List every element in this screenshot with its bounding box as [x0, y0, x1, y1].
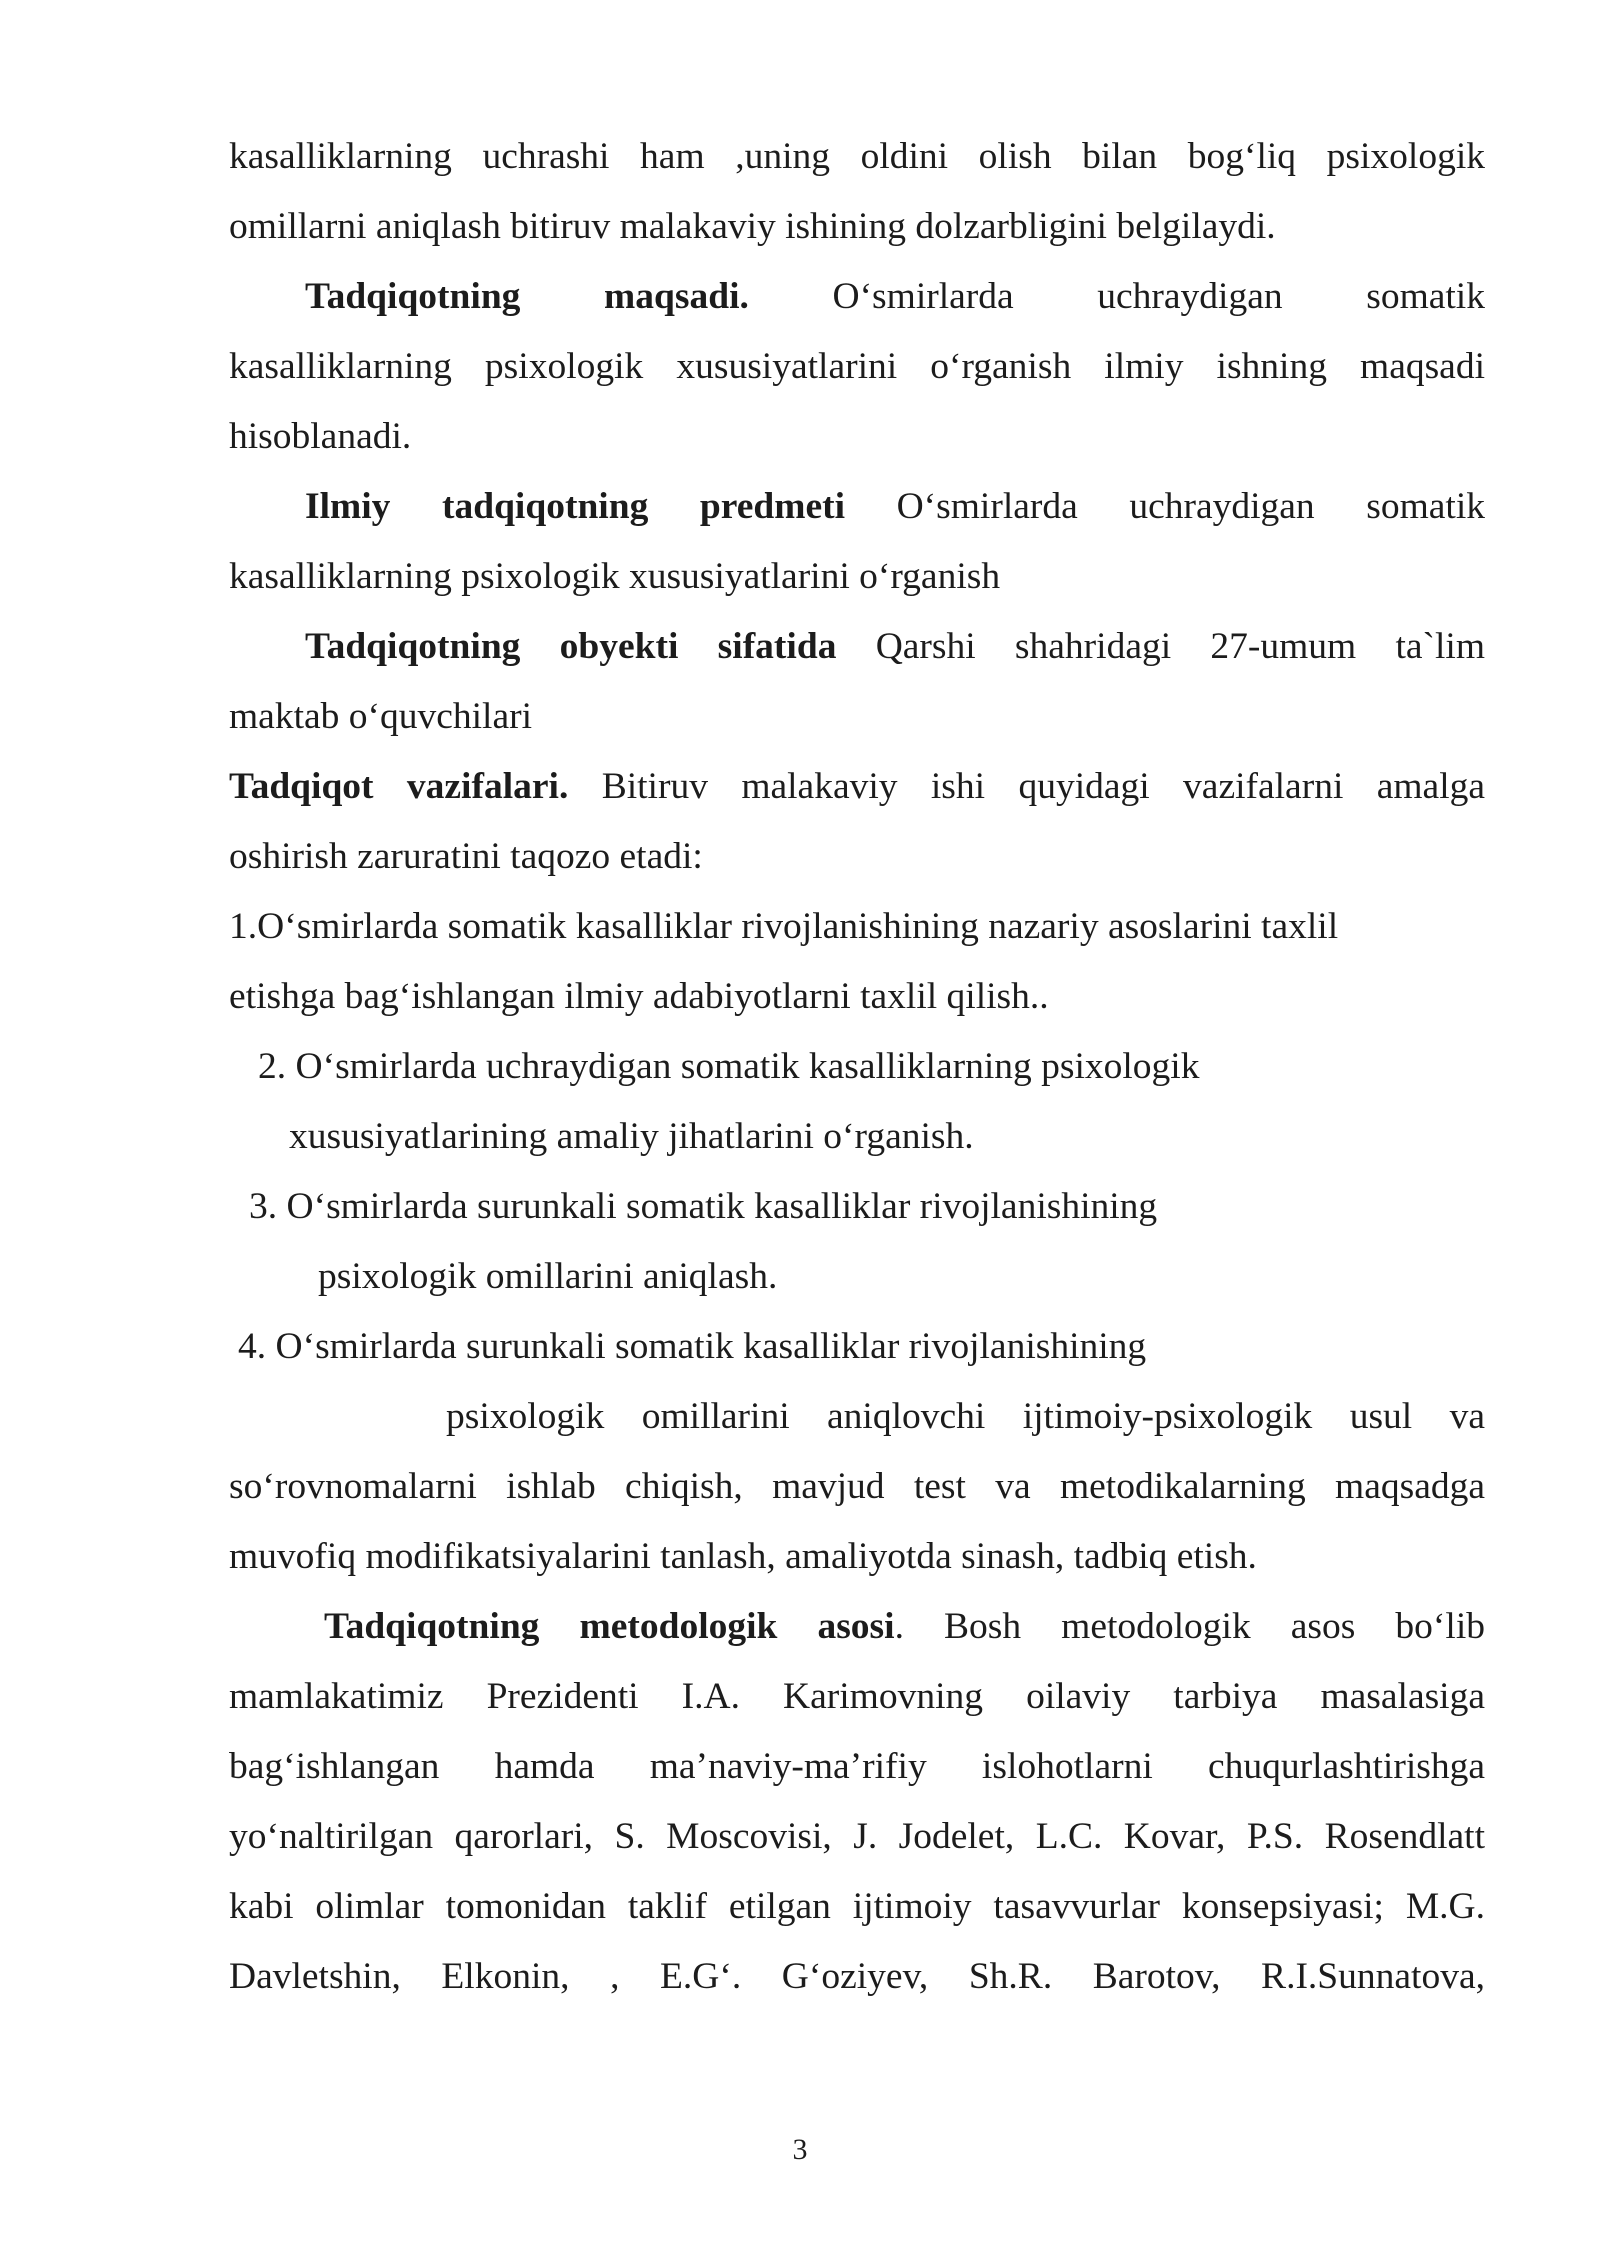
text-line: oshirish zaruratini taqozo etadi:	[229, 836, 703, 877]
list-item-continuation: etishga bag‘ishlangan ilmiy adabiyotlarni taxlil qilish..	[229, 976, 1049, 1017]
list-item: 1.O‘smirlarda somatik kasalliklar rivojlanishining nazariy asoslarini taxlil	[229, 906, 1339, 947]
section-heading-line: Tadqiqotning metodologik asosi. Bosh metodologik asos bo‘lib	[324, 1606, 1485, 1647]
text-line: maktab o‘quvchilari	[229, 696, 533, 737]
list-item-continuation: psixologik omillarini aniqlovchi ijtimoiy-psixologik usul va	[446, 1396, 1485, 1437]
page-number: 3	[792, 2133, 808, 2166]
list-item: 4. O‘smirlarda surunkali somatik kasalliklar rivojlanishining	[238, 1326, 1147, 1367]
section-heading-line: Tadqiqotning obyekti sifatida Qarshi shahridagi 27-umum ta`lim	[305, 626, 1485, 667]
heading-predmeti: Ilmiy tadqiqotning predmeti	[305, 486, 846, 527]
section-heading-line: Tadqiqot vazifalari. Bitiruv malakaviy ishi quyidagi vazifalarni amalga	[229, 766, 1486, 807]
list-item: 3. O‘smirlarda surunkali somatik kasalliklar rivojlanishining	[249, 1186, 1158, 1227]
text-line: kasalliklarning psixologik xususiyatlarini o‘rganish ilmiy ishning maqsadi	[229, 346, 1485, 387]
heading-obyekti: Tadqiqotning obyekti sifatida	[305, 626, 837, 667]
heading-metodologik-asosi: Tadqiqotning metodologik asosi	[324, 1606, 895, 1647]
text-line: yo‘naltirilgan qarorlari, S. Moscovisi, J. Jodelet, L.C. Kovar, P.S. Rosendlatt	[229, 1816, 1485, 1857]
text-line: omillarni aniqlash bitiruv malakaviy ishining dolzarbligini belgilaydi.	[229, 206, 1276, 247]
text-line: kasalliklarning psixologik xususiyatlarini o‘rganish	[229, 556, 1001, 597]
list-item: 2. O‘smirlarda uchraydigan somatik kasalliklarning psixologik	[258, 1046, 1200, 1087]
list-item-continuation: psixologik omillarini aniqlash.	[318, 1256, 778, 1297]
heading-maqsadi: Tadqiqotning maqsadi.	[305, 276, 749, 317]
text-line: so‘rovnomalarni ishlab chiqish, mavjud test va metodikalarning maqsadga	[229, 1466, 1485, 1507]
section-heading-line: Tadqiqotning maqsadi. O‘smirlarda uchraydigan somatik	[305, 276, 1485, 317]
text-line: kasalliklarning uchrashi ham ,uning oldini olish bilan bog‘liq psixologik	[229, 136, 1485, 177]
text-line: bag‘ishlangan hamda ma’naviy-ma’rifiy islohotlarni chuqurlashtirishga	[229, 1746, 1485, 1787]
text-line: Davletshin, Elkonin, , E.G‘. G‘oziyev, Sh.R. Barotov, R.I.Sunnatova,	[229, 1956, 1485, 1997]
text-line: mamlakatimiz Prezidenti I.A. Karimovning oilaviy tarbiya masalasiga	[229, 1676, 1485, 1717]
list-item-continuation: xususiyatlarining amaliy jihatlarini o‘rganish.	[289, 1116, 974, 1157]
text-line: muvofiq modifikatsiyalarini tanlash, amaliyotda sinash, tadbiq etish.	[229, 1536, 1257, 1577]
section-heading-line: Ilmiy tadqiqotning predmeti O‘smirlarda uchraydigan somatik	[305, 486, 1485, 527]
text-line: hisoblanadi.	[229, 416, 412, 457]
heading-vazifalari: Tadqiqot vazifalari.	[229, 766, 569, 807]
text-line: kabi olimlar tomonidan taklif etilgan ijtimoiy tasavvurlar konsepsiyasi; M.G.	[229, 1886, 1485, 1927]
